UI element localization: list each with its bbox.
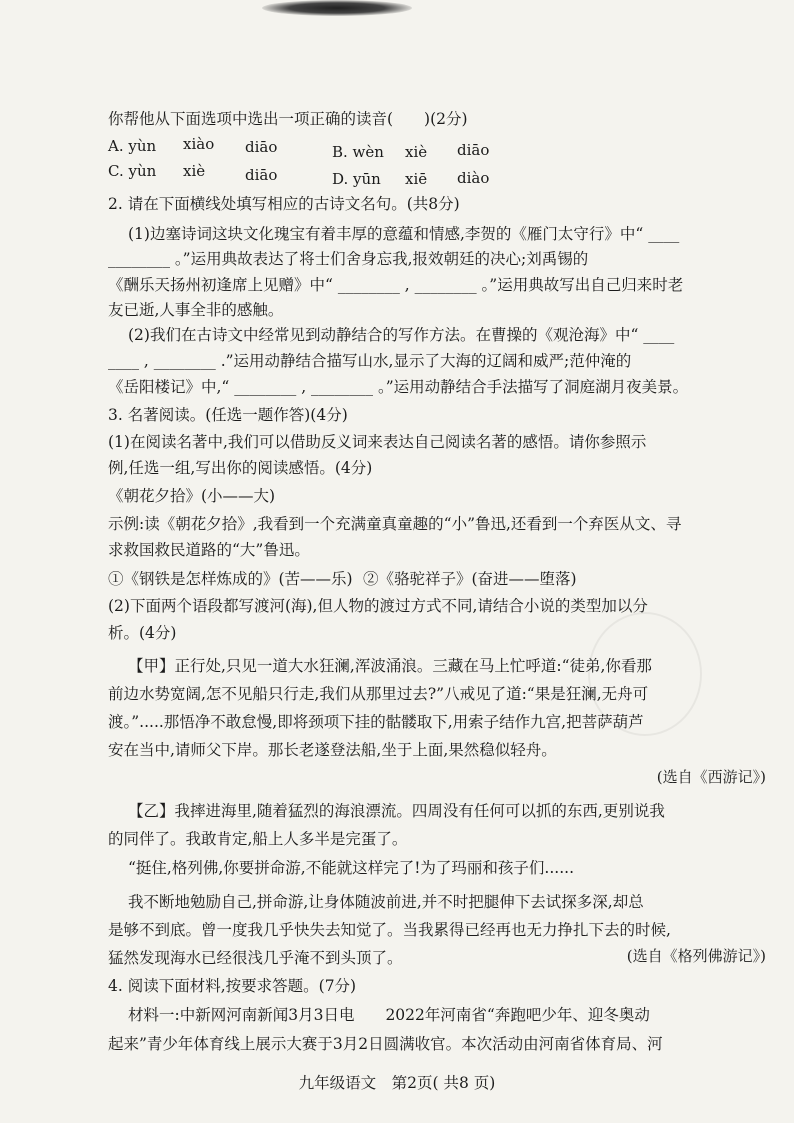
q2-p1-line4: 友已逝,人事全非的感触。	[108, 301, 284, 319]
q3-yi-line3: “挺住,格列佛,你要拼命游,不能就这样完了!为了玛丽和孩子们......	[128, 859, 574, 877]
q1-prompt: 你帮他从下面选项中选出一项正确的读音( )(2分)	[108, 110, 468, 128]
q3-yi-line1: 【乙】我摔进海里,随着猛烈的海浪漂流。四周没有任何可以抓的东西,更别说我	[128, 802, 665, 820]
q3-yi-line6: 猛然发现海水已经很浅几乎淹不到头顶了。	[108, 949, 403, 967]
q3-example-book: 《朝花夕拾》(小——大)	[108, 487, 276, 505]
q3-yi-line4: 我不断地勉励自己,拼命游,让身体随波前进,并不时把腿伸下去试探多深,却总	[128, 893, 644, 911]
q1-option-a-label: A. yùn	[108, 137, 157, 155]
q3-sub1-line2: 例,任选一组,写出你的阅读感悟。(4分)	[108, 459, 373, 477]
q3-jia-line4: 安在当中,请师父下岸。那长老遂登法船,坐于上面,果然稳似轻舟。	[108, 741, 557, 759]
q3-title: 3. 名著阅读。(任选一题作答)(4分)	[108, 406, 348, 424]
q4-line2: 起来”青少年体育线上展示大赛于3月2日圆满收官。本次活动由河南省体育局、河	[108, 1035, 663, 1053]
q4-line1: 材料一:中新网河南新闻3月3日电 2022年河南省“奔跑吧少年、迎冬奥动	[128, 1006, 650, 1024]
q3-example-line1: 示例:读《朝花夕拾》,我看到一个充满童真童趣的“小”鲁迅,还看到一个弃医从文、寻	[108, 515, 682, 533]
q3-sub1-line1: (1)在阅读名著中,我们可以借助反义词来表达自己阅读名著的感悟。请你参照示	[108, 433, 647, 451]
q3-yi-line5: 是够不到底。曾一度我几乎快失去知觉了。当我累得已经再也无力挣扎下去的时候,	[108, 921, 671, 939]
q1-option-b-label: B. wèn	[332, 143, 384, 161]
q2-title: 2. 请在下面横线处填写相应的古诗文名句。(共8分)	[108, 195, 460, 213]
q1-option-b-p3: diāo	[457, 141, 490, 159]
q1-option-d-p3: diào	[457, 169, 490, 187]
page-footer: 九年级语文 第2页( 共8 页)	[298, 1074, 496, 1092]
q1-option-a-p2: xiào	[183, 135, 215, 153]
q2-p2-line1: (2)我们在古诗文中经常见到动静结合的写作方法。在曹操的《观沧海》中“ ____	[128, 326, 675, 344]
q2-p2-line3: 《岳阳楼记》中,“ ________ , ________ 。”运用动静结合手法描写了洞庭湖月夜美景。	[108, 378, 689, 396]
q3-yi-line2: 的同伴了。我敢肯定,船上人多半是完蛋了。	[108, 830, 408, 848]
q1-option-c-p2: xiè	[183, 162, 206, 180]
q3-sub2-line2: 析。(4分)	[108, 624, 177, 642]
q1-option-c-p3: diāo	[245, 166, 278, 184]
q2-p1-line1: (1)边塞诗词这块文化瑰宝有着丰厚的意蕴和情感,李贺的《雁门太守行》中“ ____	[128, 225, 680, 243]
q3-jia-source: (选自《西游记》)	[656, 768, 766, 786]
q2-p2-line2: ____ , ________ .”运用动静结合描写山水,显示了大海的辽阔和威严;范仲淹的	[108, 352, 632, 370]
q3-yi-source: (选自《格列佛游记》)	[626, 947, 766, 965]
q1-option-b-p2: xiè	[405, 143, 428, 161]
q4-title: 4. 阅读下面材料,按要求答题。(7分)	[108, 977, 357, 995]
q3-jia-line3: 渡。”.....那悟净不敢怠慢,即将颈项下挂的骷髅取下,用索子结作九宫,把菩萨葫芦	[108, 713, 644, 731]
q1-option-d-p2: xiē	[405, 170, 428, 188]
q3-choice-2: ②《骆驼祥子》(奋进——堕落)	[363, 570, 577, 588]
q1-option-c-label: C. yùn	[108, 162, 157, 180]
scan-smudge	[262, 0, 412, 16]
q1-option-a-p3: diāo	[245, 138, 278, 156]
q1-option-d-label: D. yūn	[332, 170, 381, 188]
q3-example-line2: 求救国救民道路的“大”鲁迅。	[108, 541, 310, 559]
q2-p1-line2: ________ 。”运用典故表达了将士们舍身忘我,报效朝廷的决心;刘禹锡的	[108, 250, 589, 268]
q3-choice-1: ①《钢铁是怎样炼成的》(苦——乐)	[108, 570, 353, 588]
q3-sub2-line1: (2)下面两个语段都写渡河(海),但人物的渡过方式不同,请结合小说的类型加以分	[108, 597, 648, 615]
q3-jia-line1: 【甲】正行处,只见一道大水狂澜,浑波涌浪。三藏在马上忙呼道:“徒弟,你看那	[128, 657, 652, 675]
q2-p1-line3: 《酬乐天扬州初逢席上见赠》中“ ________ , ________ 。”运用典故写出自己归来时老	[108, 276, 684, 294]
q3-jia-line2: 前边水势宽阔,怎不见船只行走,我们从那里过去?”八戒见了道:“果是狂澜,无舟可	[108, 685, 649, 703]
